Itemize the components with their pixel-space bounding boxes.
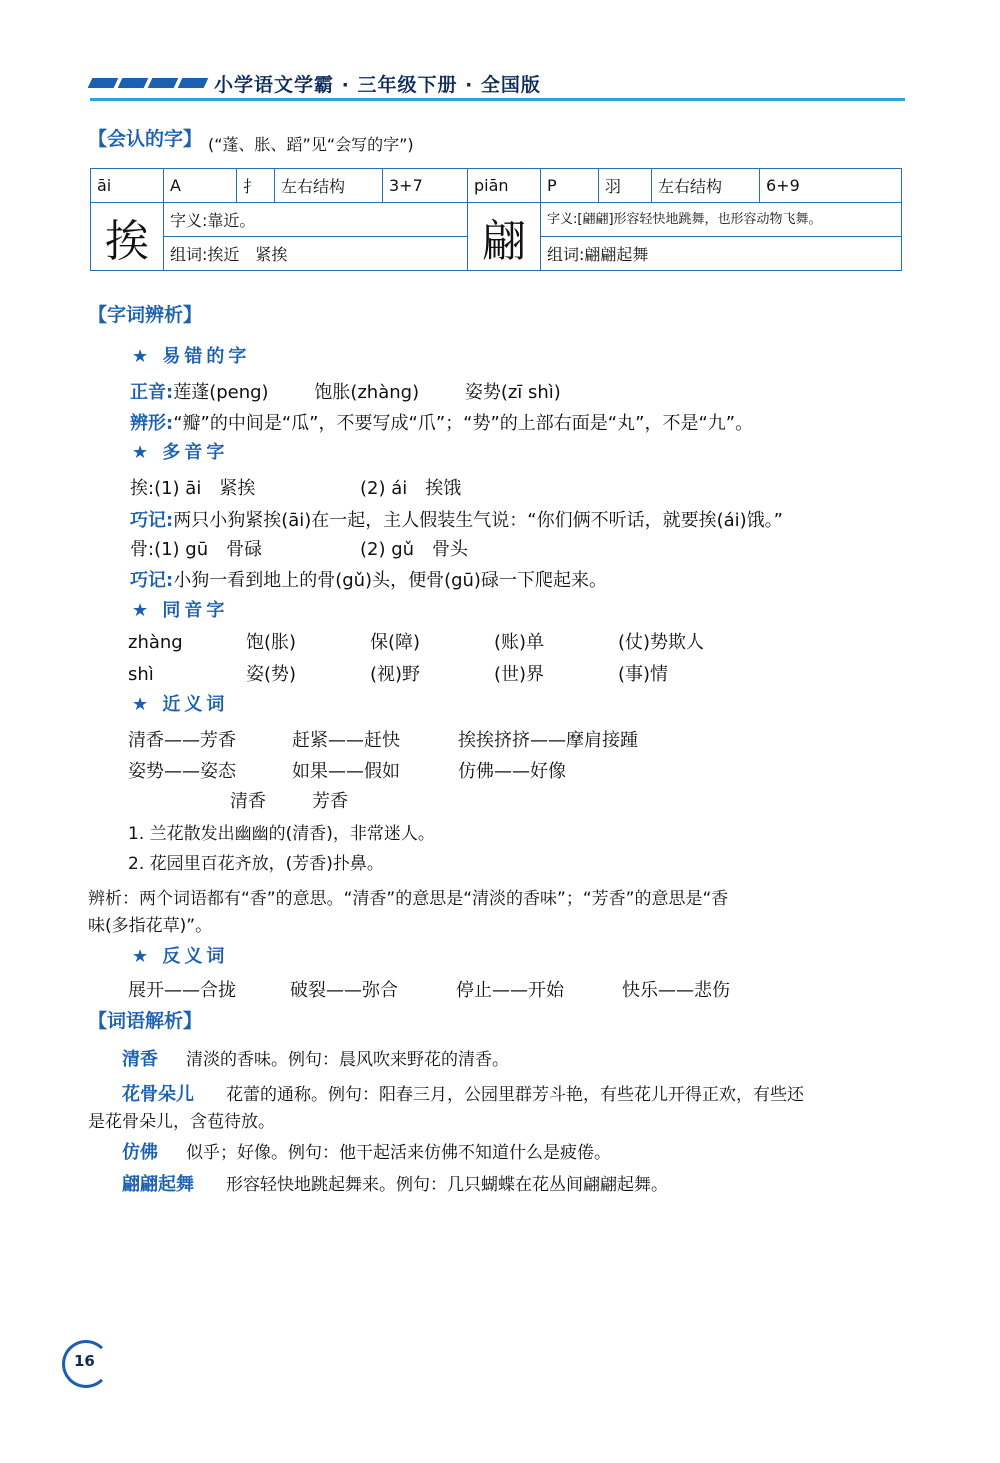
ai-row: 挨:(1) āi 紧挨 (2) ái 挨饿 — [130, 478, 462, 499]
term-3: 仿佛 似乎；好像。例句：他干起活来仿佛不知道什么是疲倦。 — [122, 1142, 611, 1163]
page-number: 16 — [74, 1352, 95, 1370]
subhead-antonym: ★ 反义词 — [132, 946, 229, 967]
example-1: 1. 兰花散发出幽幽的(清香)，非常迷人。 — [128, 824, 435, 844]
pinyin-1: āi — [91, 169, 164, 203]
subhead-homophone: ★ 同音字 — [132, 600, 229, 621]
gu-row: 骨:(1) gū 骨碌 (2) gǔ 骨头 — [130, 539, 469, 560]
analysis-line-2: 味(多指花草)”。 — [88, 916, 213, 936]
section-recognize: 【会认的字】 — [88, 128, 203, 150]
strokes-1: 3+7 — [383, 169, 468, 203]
synonym-pair: 清香 芳香 — [230, 791, 348, 812]
header-rule — [90, 98, 905, 101]
subhead-synonym: ★ 近义词 — [132, 694, 229, 715]
example-2: 2. 花园里百花齐放，(芳香)扑鼻。 — [128, 854, 384, 874]
section-terms: 【词语解析】 — [88, 1010, 203, 1032]
antonym-row: 展开——合拢 破裂——弥合 停止——开始 快乐——悲伤 — [128, 980, 730, 1001]
radical-1: 扌 — [237, 169, 275, 203]
words-1: 组词:挨近 紧挨 — [164, 237, 468, 271]
term-2-cont: 是花骨朵儿，含苞待放。 — [88, 1112, 275, 1132]
strokes-2: 6+9 — [760, 169, 902, 203]
subhead-error-chars: ★ 易错的字 — [132, 346, 251, 367]
homophone-row-2: shì 姿(势) (视)野 (世)界 (事)情 — [128, 664, 669, 685]
letter-1: A — [164, 169, 237, 203]
pronunciation-row: 正音:莲蓬(peng) 饱胀(zhàng) 姿势(zī shì) — [130, 382, 561, 403]
analysis-line-1: 辨析：两个词语都有“香”的意思。“清香”的意思是“清淡的香味”；“芳香”的意思是“香 — [88, 889, 729, 909]
tip-row-1: 巧记:两只小狗紧挨(āi)在一起，主人假装生气说：“你们俩不听话，就要挨(ái)饿。” — [130, 510, 784, 531]
term-4: 翩翩起舞 形容轻快地跳起舞来。例句：几只蝴蝶在花丛间翩翩起舞。 — [122, 1174, 668, 1195]
header-title: 小学语文学霸 · 三年级下册 · 全国版 — [214, 74, 541, 96]
page-header — [90, 70, 905, 104]
char-table — [90, 168, 902, 271]
meaning-1: 字义:靠近。 — [164, 203, 468, 237]
tip-row-2: 巧记:小狗一看到地上的骨(gǔ)头，便骨(gū)碌一下爬起来。 — [130, 570, 607, 591]
homophone-row-1: zhàng 饱(胀) 保(障) (账)单 (仗)势欺人 — [128, 632, 705, 653]
subhead-polyphone: ★ 多音字 — [132, 442, 229, 463]
term-2: 花骨朵儿 花蕾的通称。例句：阳春三月，公园里群芳斗艳，有些花儿开得正欢，有些还 — [122, 1084, 804, 1105]
words-2: 组词:翩翩起舞 — [541, 237, 902, 271]
section-recognize-note: (“蓬、胀、蹈”见“会写的字”) — [208, 135, 414, 154]
structure-2: 左右结构 — [652, 169, 760, 203]
shape-row: 辨形:“瓣”的中间是“瓜”，不要写成“爪”；“势”的上部右面是“丸”，不是“九”。 — [130, 413, 754, 434]
header-dashes — [90, 78, 206, 88]
pinyin-2: piān — [468, 169, 541, 203]
letter-2: P — [541, 169, 599, 203]
char-1: 挨 — [91, 203, 164, 271]
radical-2: 羽 — [599, 169, 652, 203]
meaning-2: 字义:[翩翩]形容轻快地跳舞，也形容动物飞舞。 — [541, 203, 902, 237]
synonym-row-2: 姿势——姿态 如果——假如 仿佛——好像 — [128, 761, 566, 782]
section-analysis: 【字词辨析】 — [88, 304, 203, 326]
structure-1: 左右结构 — [275, 169, 383, 203]
term-1: 清香 清淡的香味。例句：晨风吹来野花的清香。 — [122, 1049, 509, 1070]
char-2: 翩 — [468, 203, 541, 271]
synonym-row-1: 清香——芳香 赶紧——赶快 挨挨挤挤——摩肩接踵 — [128, 730, 638, 751]
